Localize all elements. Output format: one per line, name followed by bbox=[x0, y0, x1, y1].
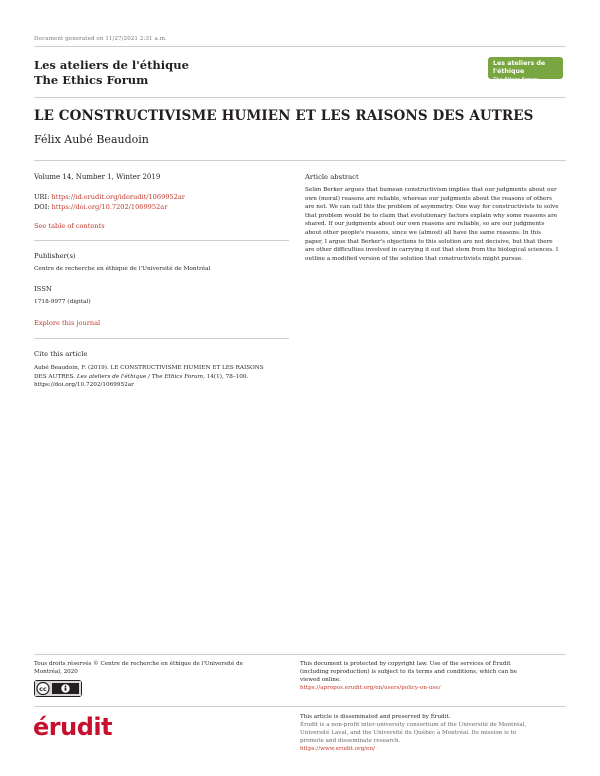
erudit-logo[interactable]: érudit bbox=[33, 713, 113, 741]
doi-line bbox=[34, 203, 167, 213]
header-divider bbox=[34, 97, 566, 98]
issn-label: ISSN bbox=[34, 285, 52, 293]
journal-name-fr: Les ateliers de l'éthique bbox=[34, 58, 189, 72]
abstract-text: Selim Berker argues that humean constructivism implies that our judgments about our own (moral) reasons are reliable, whereas our judgments about the reasons of others are not. We can call this the problem of asymmetry. One way for constructivists to solve that problem would be to claim that evolutionary factors explain why some reasons are shared. If our judgments about our own reasons are reliable, so are our judgments about other people's reasons, since we (almost) all have the same reasons. In this paper, I argue that Berker's objections to this solution are not decisive, but that there are other difficulties involved in carrying it out that stem from the biological sciences. I outline a modified version of the solution that constructivists might pursue. bbox=[305, 187, 559, 262]
cite-line3: https://doi.org/10.7202/1069952ar bbox=[34, 382, 134, 389]
cc-by-icon bbox=[35, 681, 81, 696]
cite-journal: Les ateliers de l'éthique / The Ethics Forum bbox=[76, 373, 204, 380]
journal-name-en: The Ethics Forum bbox=[34, 73, 149, 87]
footer-divider-2 bbox=[34, 706, 566, 707]
abstract-label: Article abstract bbox=[305, 173, 359, 181]
consortium-line3: promote and disseminate research. bbox=[300, 738, 401, 744]
dissemination-note: This article is disseminated and preserved by Érudit. bbox=[300, 714, 451, 720]
publisher-label: Publisher(s) bbox=[34, 252, 76, 260]
uri-label: URI: bbox=[34, 193, 50, 201]
policy-link[interactable]: https://apropos.erudit.org/en/users/policy-on-use/ bbox=[300, 685, 441, 691]
cc-license-badge[interactable] bbox=[34, 680, 82, 697]
copyright-line2: (including reproduction) is subject to its terms and conditions, which can be bbox=[300, 669, 517, 675]
erudit-info bbox=[300, 713, 562, 753]
uri-line bbox=[34, 193, 185, 203]
rights-line2: Montréal, 2020 bbox=[34, 669, 78, 675]
journal-title bbox=[34, 58, 189, 88]
publisher-name: Centre de recherche en éthique de l'Université de Montréal bbox=[34, 266, 211, 272]
uri-link[interactable]: https://id.erudit.org/iderudit/1069952ar bbox=[51, 193, 185, 201]
badge-line1: Les ateliers de l'éthique bbox=[493, 60, 546, 75]
copyright-line1: This document is protected by copyright law. Use of the services of Érudit bbox=[300, 661, 511, 667]
cite-line1: Aubé Beaudoin, F. (2019). LE CONSTRUCTIVISME HUMIEN ET LES RAISONS bbox=[34, 365, 264, 371]
badge-line2: The Ethics Forum bbox=[493, 77, 539, 83]
cite-line2-pre: DES AUTRES. bbox=[34, 373, 77, 380]
cc-text: cc bbox=[39, 685, 47, 693]
consortium-line2: Université Laval, and the Université du Québec à Montréal. Its mission is to bbox=[300, 730, 517, 736]
copyright-notice bbox=[300, 660, 562, 692]
left-divider-2 bbox=[34, 338, 289, 339]
explore-journal-link[interactable]: Explore this journal bbox=[34, 319, 101, 327]
cite-line2-post: , 14(1), 78–100. bbox=[203, 373, 249, 380]
title-divider bbox=[34, 160, 566, 161]
doi-link[interactable]: https://doi.org/10.7202/1069952ar bbox=[51, 203, 168, 211]
generated-date: Document generated on 11/27/2021 2:31 a.m. bbox=[34, 36, 167, 42]
journal-logo-badge bbox=[488, 57, 563, 83]
left-divider-1 bbox=[34, 240, 289, 241]
consortium-line1: Érudit is a non-profit inter-university consortium of the Université de Montréal, bbox=[300, 722, 527, 728]
citation bbox=[34, 364, 294, 390]
erudit-link[interactable]: https://www.erudit.org/en/ bbox=[300, 746, 375, 752]
toc-link[interactable]: See table of contents bbox=[34, 222, 105, 230]
cite-label: Cite this article bbox=[34, 350, 88, 358]
volume-info: Volume 14, Number 1, Winter 2019 bbox=[34, 173, 161, 181]
footer-divider bbox=[34, 654, 566, 655]
cite-line2 bbox=[34, 373, 294, 382]
doi-label: DOI: bbox=[34, 203, 50, 211]
rights-statement bbox=[34, 660, 284, 676]
article-author: Félix Aubé Beaudoin bbox=[34, 133, 149, 146]
rights-line1: Tous droits réservés © Centre de recherche en éthique de l'Université de bbox=[34, 661, 244, 667]
issn-value: 1718-9977 (digital) bbox=[34, 299, 91, 305]
top-divider bbox=[34, 46, 566, 47]
copyright-line3: viewed online. bbox=[300, 677, 341, 683]
article-title: LE CONSTRUCTIVISME HUMIEN ET LES RAISONS DES AUTRES bbox=[34, 108, 534, 124]
